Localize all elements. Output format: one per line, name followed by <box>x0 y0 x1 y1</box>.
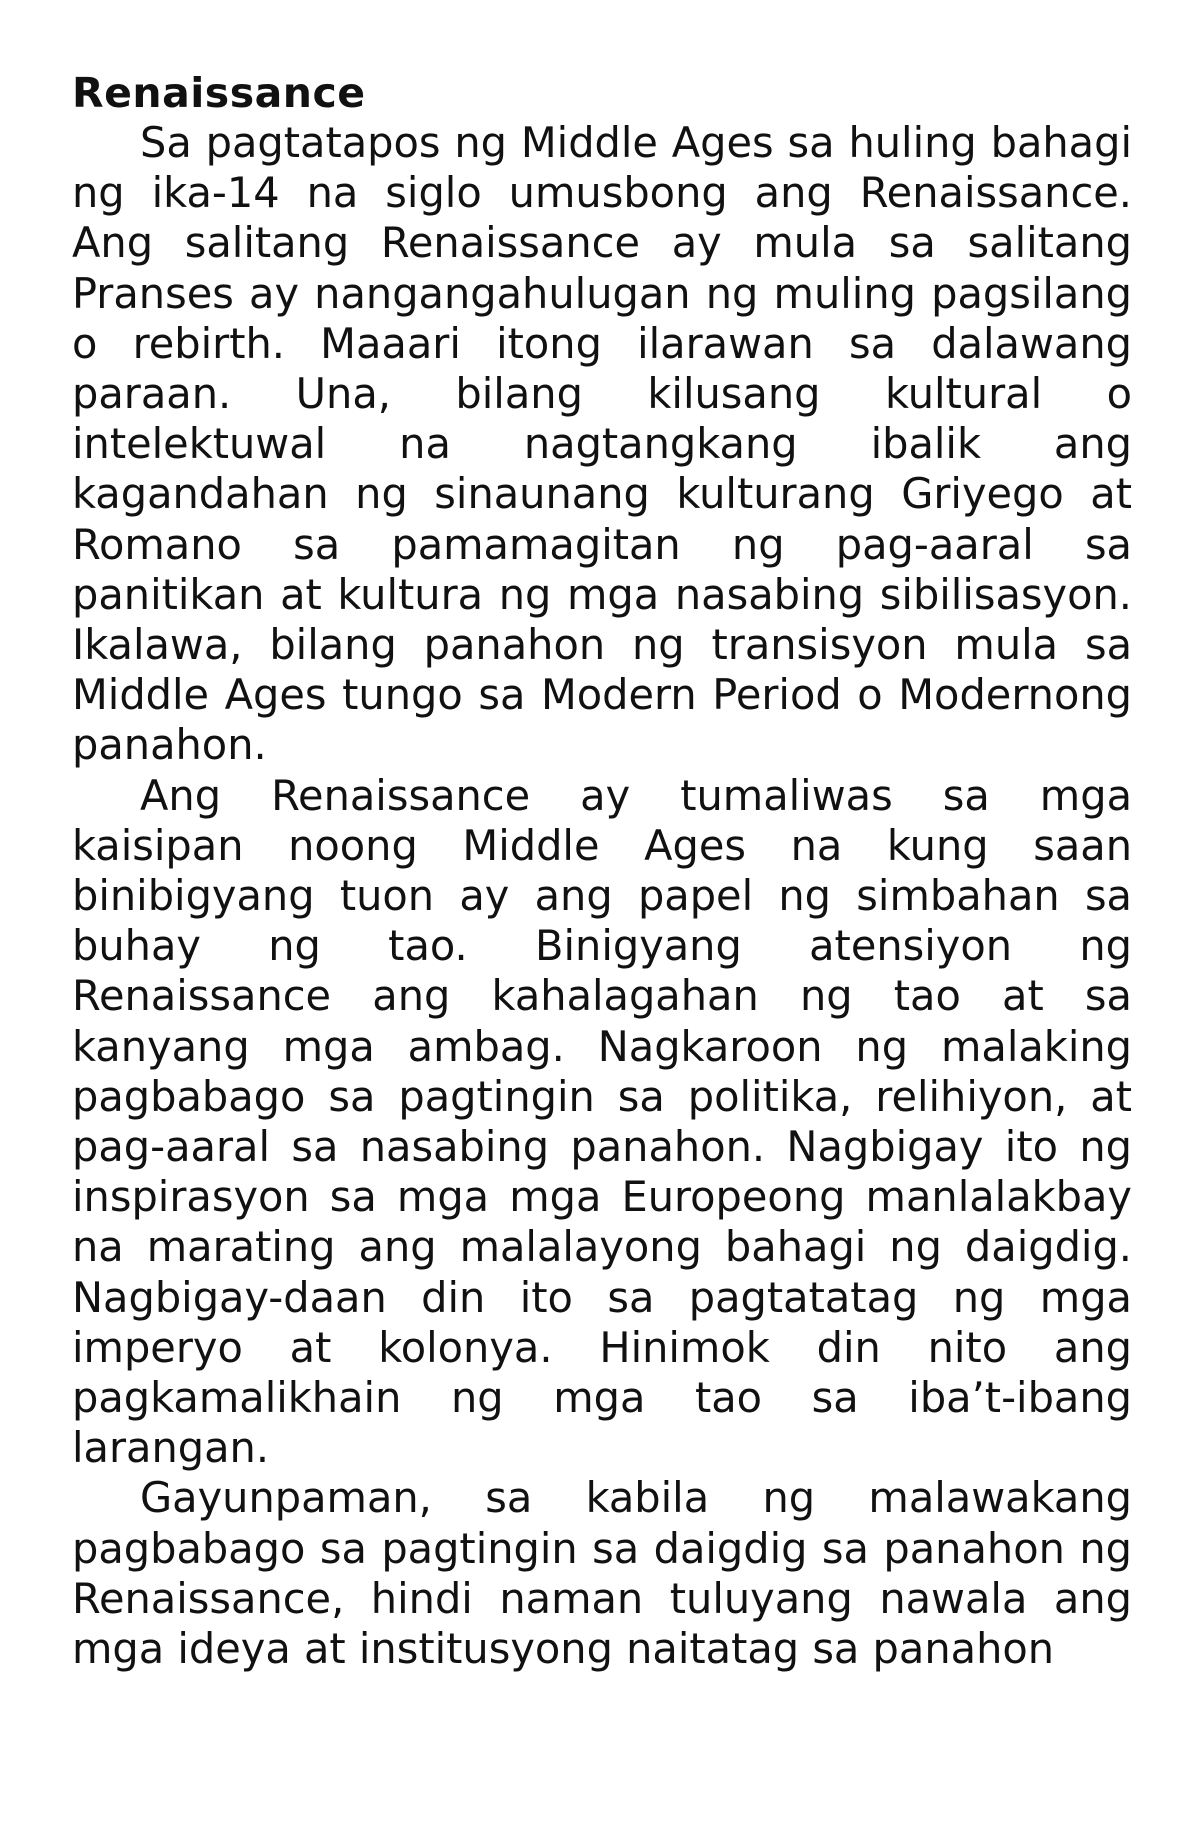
document-title: Renaissance <box>72 69 366 117</box>
document-page <box>72 68 1132 1674</box>
paragraph-1: Sa pagtatapos ng Middle Ages sa huling bahagi ng ika-14 na siglo umusbong ang Renaissance. Ang salitang Renaissance ay mula sa salitang Pranses ay nangangahulugan ng muling pagsilang o rebirth. Maaari itong ilarawan sa dalawang paraan. Una, bilang kilusang kultural o intelektuwal na nagtangkang ibalik ang kagandahan ng sinaunang kulturang Griyego at Romano sa pamamagitan ng pag-aaral sa panitikan at kultura ng mga nasabing sibilisasyon. Ikalawa, bilang panahon ng transisyon mula sa Middle Ages tungo sa Modern Period o Modernong panahon. <box>72 118 1132 770</box>
paragraph-2: Ang Renaissance ay tumaliwas sa mga kaisipan noong Middle Ages na kung saan binibigyang tuon ay ang papel ng simbahan sa buhay ng tao. Binigyang atensiyon ng Renaissance ang kahalagahan ng tao at sa kanyang mga ambag. Nagkaroon ng malaking pagbabago sa pagtingin sa politika, relihiyon, at pag-aaral sa nasabing panahon. Nagbigay ito ng inspirasyon sa mga mga Europeong manlalakbay na marating ang malalayong bahagi ng daigdig. Nagbigay-daan din ito sa pagtatatag ng mga imperyo at kolonya. Hinimok din nito ang pagkamalikhain ng mga tao sa iba’t-ibang larangan. <box>72 770 1132 1473</box>
paragraph-3: Gayunpaman, sa kabila ng malawakang pagbabago sa pagtingin sa daigdig sa panahon ng Renaissance, hindi naman tuluyang nawala ang mga ideya at institusyong naitatag sa panahon <box>72 1473 1132 1674</box>
